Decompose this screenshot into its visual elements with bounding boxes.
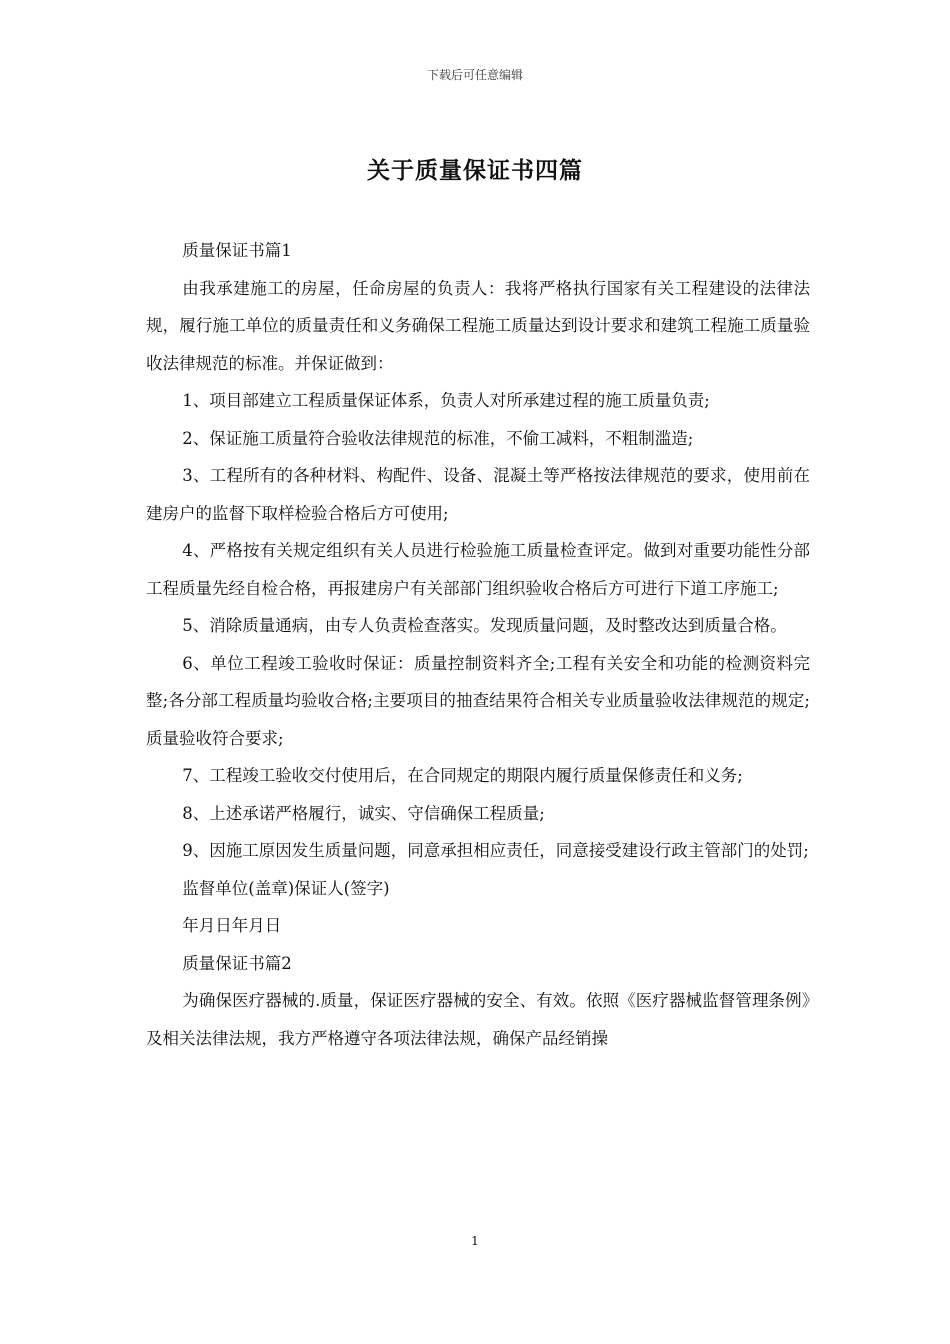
list-item-9: 9、因施工原因发生质量问题，同意承担相应责任，同意接受建设行政主管部门的处罚; bbox=[182, 841, 809, 860]
section-2-paragraph: 为确保医疗器械的.质量，保证医疗器械的安全、有效。依照《医疗器械监督管理条例》及相关法律法规，我方严格遵守各项法律法规，确保产品经销操 bbox=[146, 991, 810, 1048]
section-heading-2: 质量保证书篇2 bbox=[182, 953, 292, 973]
list-item-8: 8、上述承诺严格履行，诚实、守信确保工程质量; bbox=[182, 803, 545, 823]
list-item-5: 5、消除质量通病，由专人负责检查落实。发现质量问题，及时整改达到质量合格。 bbox=[182, 616, 787, 635]
signature-line: 监督单位(盖章)保证人(签字) bbox=[182, 878, 390, 898]
page-number: 1 bbox=[471, 1234, 479, 1248]
list-item-3: 3、工程所有的各种材料、构配件、设备、混凝土等严格按法律规范的要求，使用前在建房户的监督下取样检验合格后方可使用; bbox=[146, 466, 810, 523]
list-item-1: 1、项目部建立工程质量保证体系，负责人对所承建过程的施工质量负责; bbox=[182, 391, 710, 410]
intro-paragraph: 由我承建施工的房屋，任命房屋的负责人：我将严格执行国家有关工程建设的法律法规，履行施工单位的质量责任和义务确保工程施工质量达到设计要求和建筑工程施工质量验收法律规范的标准。并保证做到： bbox=[146, 278, 810, 373]
date-line: 年月日年月日 bbox=[182, 916, 282, 935]
section-heading-1: 质量保证书篇1 bbox=[182, 241, 292, 260]
header-note: 下载后可任意编辑 bbox=[426, 68, 523, 82]
list-item-2: 2、保证施工质量符合验收法律规范的标准，不偷工减料，不粗制滥造; bbox=[182, 428, 694, 448]
list-item-6: 6、单位工程竣工验收时保证：质量控制资料齐全;工程有关安全和功能的检测资料完整;各分部工程质量均验收合格;主要项目的抽查结果符合相关专业质量验收法律规范的规定;质量验收符合要求; bbox=[146, 653, 810, 748]
document-title: 关于质量保证书四篇 bbox=[367, 157, 583, 184]
list-item-4: 4、严格按有关规定组织有关人员进行检验施工质量检查评定。做到对重要功能性分部工程质量先经自检合格，再报建房户有关部部门组织验收合格后方可进行下道工序施工; bbox=[146, 541, 810, 598]
list-item-7: 7、工程竣工验收交付使用后，在合同规定的期限内履行质量保修责任和义务; bbox=[182, 766, 743, 785]
document-body bbox=[146, 232, 810, 1057]
